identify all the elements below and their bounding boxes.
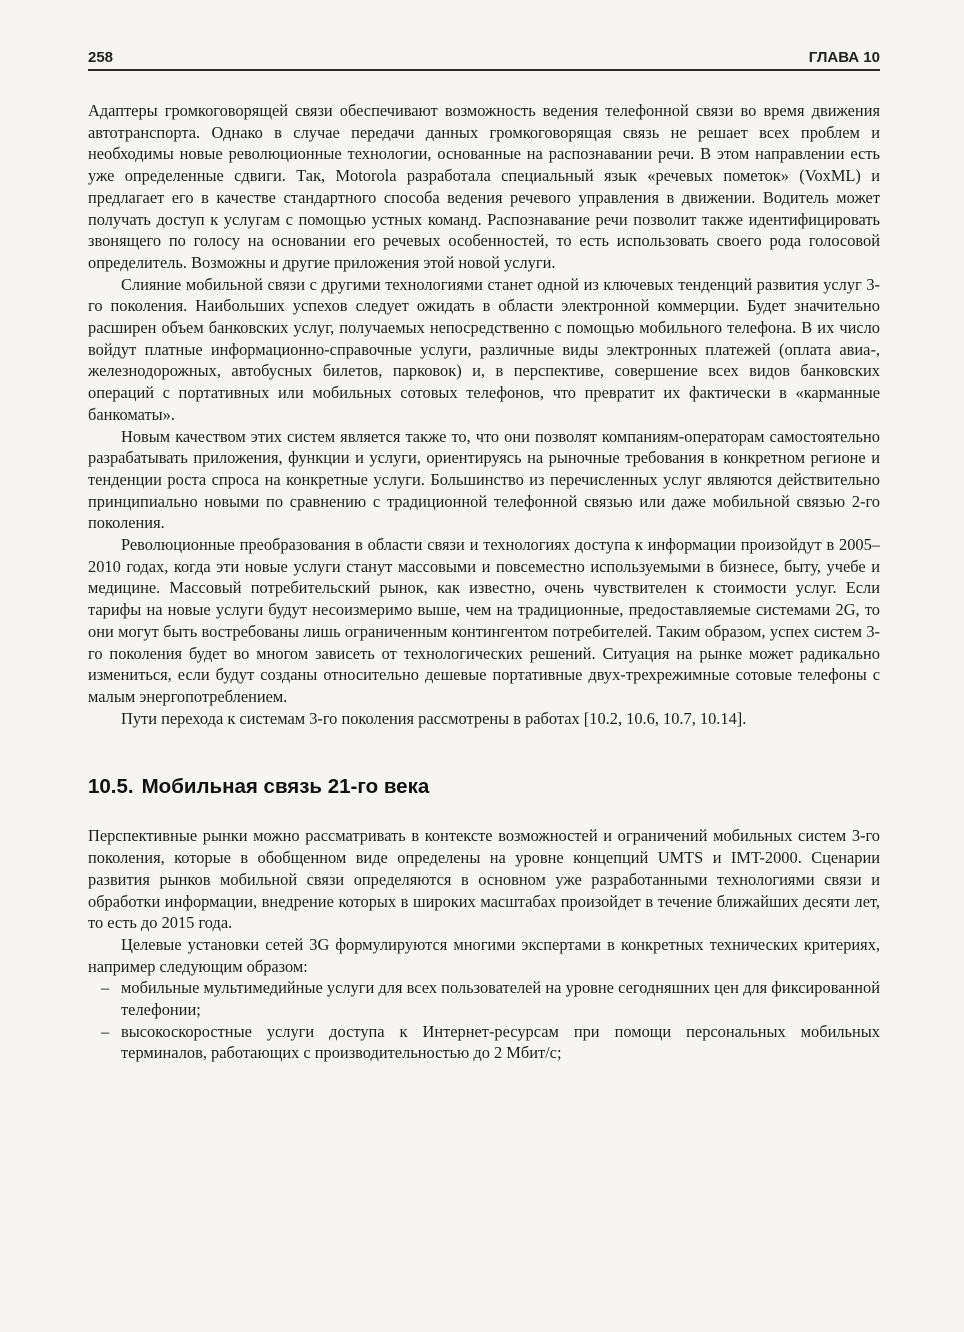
bullet-marker: – bbox=[101, 1021, 110, 1041]
bullet-marker: – bbox=[101, 978, 110, 998]
paragraph: Адаптеры громкоговорящей связи обеспечивают возможность ведения телефонной связи во время движения автотранспорта. Однако в случае передачи данных громкоговорящая связь не решает всех проблем и необходимы новые революционные технологии, основанные на распознавании речи. В этом направлении есть уже определенные сдвиги. Так, Motorola разработала специальный язык «речевых пометок» (VoxML) и предлагает его в качестве стандартного способа ведения речевого управления в движении. Водитель может получать доступ к услугам с помощью устных команд. Распознавание речи позволит также идентифицировать звонящего по голосу на основании его речевых особенностей, то есть использовать своего рода голосовой определитель. Возможны и другие приложения этой новой услуги. bbox=[88, 101, 880, 272]
section-title: Мобильная связь 21-го века bbox=[141, 775, 430, 799]
list-item bbox=[88, 977, 880, 1020]
body-text bbox=[88, 100, 880, 1064]
header-rule bbox=[88, 69, 880, 71]
running-header bbox=[88, 44, 880, 66]
paragraph: Революционные преобразования в области связи и технологиях доступа к информации произойдут в 2005–2010 годах, когда эти новые услуги станут массовыми и повсеместно используемыми в бизнесе, быту, учебе и медицине. Массовый потребительский рынок, как известно, очень чувствителен к стоимости услуг. Если тарифы на новые услуги будут несоизмеримо выше, чем на традиционные, предоставляемые системами 2G, то они могут быть востребованы лишь ограниченным контингентом потребителей. Таким образом, успех систем 3-го поколения будет во многом зависеть от технологических решений. Ситуация на рынке может радикально измениться, если будут созданы относительно дешевые портативные двух-трехрежимные сотовые телефоны с малым энергопотреблением. bbox=[88, 535, 880, 706]
page-number: 258 bbox=[88, 49, 114, 66]
chapter-label: ГЛАВА 10 bbox=[808, 49, 880, 66]
list-item-text: высокоскоростные услуги доступа к Интернет-ресурсам при помощи персональных мобильных терминалов, работающих с производительностью до 2 Мбит/с; bbox=[121, 1021, 880, 1063]
paragraph: Новым качеством этих систем является также то, что они позволят компаниям-операторам самостоятельно разрабатывать приложения, функции и услуги, ориентируясь на рыночные требования в конкретном регионе и тенденции роста спроса на конкретные услуги. Большинство из перечисленных услуг являются действительно принципиально новыми по сравнению с традиционной телефонной связью или даже мобильной связью 2-го поколения. bbox=[88, 426, 880, 533]
list-item-text: мобильные мультимедийные услуги для всех пользователей на уровне сегодняшних цен для фиксированной телефонии; bbox=[121, 978, 880, 1020]
section-heading bbox=[88, 775, 880, 799]
paragraph: Целевые установки сетей 3G формулируются многими экспертами в конкретных технических критериях, например следующим образом: bbox=[88, 934, 880, 976]
paragraph: Слияние мобильной связи с другими технологиями станет одной из ключевых тенденций развития услуг 3-го поколения. Наибольших успехов следует ожидать в области электронной коммерции. Будет значительно расширен объем банковских услуг, получаемых непосредственно с помощью мобильного телефона. В их число войдут платные информационно-справочные услуги, различные виды электронных платежей (оплата авиа-, железнодорожных, автобусных билетов, парковок) и, в перспективе, совершение всех видов банковских операций с портативных или мобильных сотовых телефонов, что превратит их фактически в «карманные банкоматы». bbox=[88, 274, 880, 424]
bullet-list bbox=[88, 977, 880, 1064]
paragraph: Пути перехода к системам 3-го поколения рассмотрены в работах [10.2, 10.6, 10.7, 10.14]. bbox=[121, 708, 747, 728]
paragraph: Перспективные рынки можно рассматривать в контексте возможностей и ограничений мобильных систем 3-го поколения, которые в обобщенном виде определены на уровне концепций UMTS и IMT-2000. Сценарии развития рынков мобильной связи определяются в основном уже разработанными технологиями связи и обработки информации, внедрение которых в широких масштабах произойдет в течение ближайших десяти лет, то есть до 2015 года. bbox=[88, 826, 880, 933]
list-item bbox=[88, 1021, 880, 1064]
section-number: 10.5. bbox=[88, 775, 134, 799]
